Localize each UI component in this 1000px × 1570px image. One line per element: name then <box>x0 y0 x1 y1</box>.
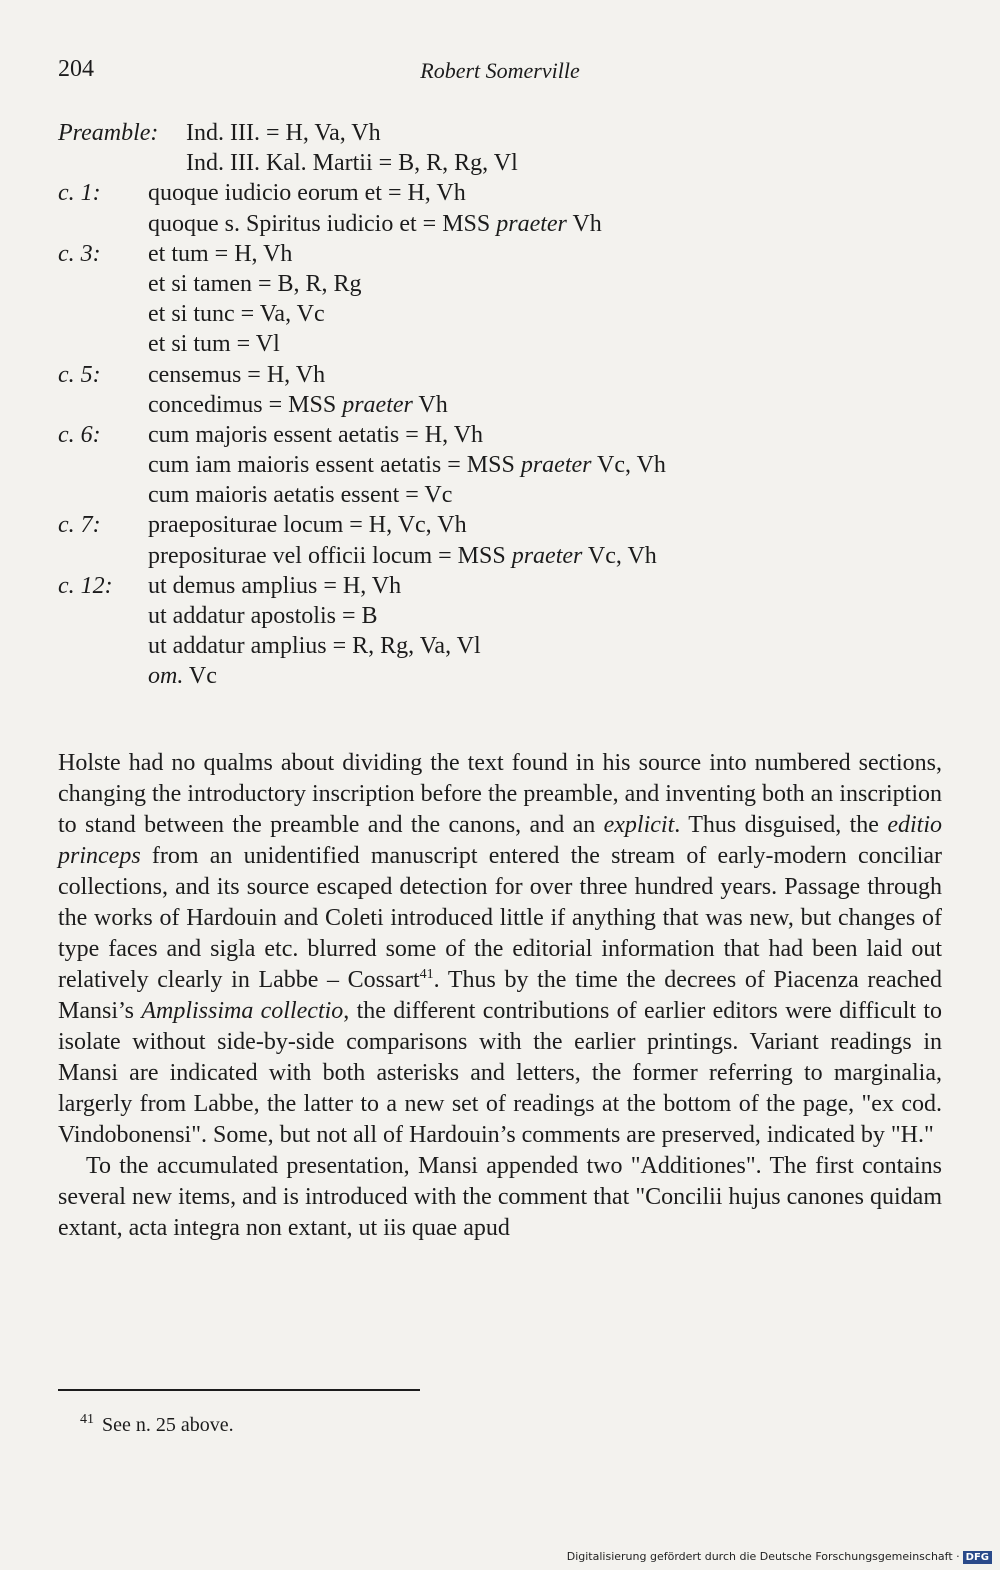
running-head: Robert Somerville <box>420 58 580 83</box>
variant-readings-list <box>58 118 942 692</box>
section-label: c. 12: <box>58 572 113 599</box>
variant-text: quoque s. Spiritus iudicio et = MSS praeter Vh <box>148 210 602 237</box>
variant-text: ut addatur apostolis = B <box>148 603 378 629</box>
variant-row <box>58 661 942 691</box>
paragraph: Holste had no qualms about dividing the text found in his source into numbered sections, changing the introductory inscription before the preamble, and inventing both an inscription to stand between the preamble and the canons, and an explicit. Thus disguised, the editio princeps from an unidentified manuscript entered the stream of early-modern conciliar collections, and its source escaped detection for over three hundred years. Passage through the works of Hardouin and Coleti introduced little if anything that was new, but changes of type faces and sigla etc. blurred some of the editorial information that had been laid out relatively clearly in Labbe – Cossart$^{41}$. Thus by the time the decrees of Piacenza reached Mansi’s Amplissima collectio, the different contributions of earlier editors were difficult to isolate without side-by-side comparisons with the earlier printings. Variant readings in Mansi are indicated with both asterisks and letters, the former referring to marginalia, largerly from Labbe, the latter to a new set of readings at the bottom of the page, "ex cod. Vindobonensi". Some, but not all of Hardouin’s comments are preserved, indicated by "H." <box>58 750 943 1148</box>
variant-text: ut demus amplius = H, Vh <box>148 572 402 599</box>
variant-text: ut addatur amplius = R, Rg, Va, Vl <box>148 633 481 660</box>
section-label: c. 7: <box>58 512 101 539</box>
footnote <box>80 1412 234 1437</box>
variant-row <box>58 420 942 450</box>
variant-row <box>58 360 942 390</box>
variant-text: om. Vc <box>148 663 217 690</box>
variant-text: prepositurae vel officii locum = MSS praeter Vc, Vh <box>148 542 657 569</box>
variant-row <box>58 209 942 239</box>
variant-row <box>58 480 942 510</box>
variant-row <box>58 239 942 269</box>
variant-text: cum maioris aetatis essent = Vc <box>148 482 453 509</box>
variant-text: praepositurae locum = H, Vc, Vh <box>148 512 467 539</box>
page-number: 204 <box>58 56 94 82</box>
variant-row <box>58 178 942 208</box>
footnote-reference: 41 <box>419 967 434 982</box>
variant-row <box>58 571 942 601</box>
variant-text: concedimus = MSS praeter Vh <box>148 391 448 418</box>
variant-row <box>58 450 942 480</box>
credit-text: Digitalisierung gefördert durch die Deutsche Forschungsgemeinschaft · <box>566 1550 960 1563</box>
section-label: c. 1: <box>58 180 101 207</box>
footnote-divider <box>58 1389 420 1391</box>
variant-text: Ind. III. = H, Va, Vh <box>186 120 381 146</box>
variant-text: cum majoris essent aetatis = H, Vh <box>148 421 484 448</box>
paragraph: To the accumulated presentation, Mansi appended two "Additiones". The first contains several new items, and is introduced with the comment that "Concilii hujus canones quidam extant, acta integra non extant, ut iis quae apud <box>58 1153 942 1241</box>
variant-text: quoque iudicio eorum et = H, Vh <box>148 180 466 207</box>
variant-row <box>58 601 942 631</box>
variant-row <box>58 541 942 571</box>
footnote-number: 41 <box>80 1412 94 1427</box>
variant-row <box>58 118 942 148</box>
variant-row <box>58 299 942 329</box>
section-label: Preamble: <box>58 120 159 146</box>
variant-row <box>58 329 942 359</box>
variant-row <box>58 269 942 299</box>
variant-row <box>58 390 942 420</box>
page-header <box>58 56 942 90</box>
body-text <box>58 748 942 1244</box>
variant-text: et tum = H, Vh <box>148 240 293 267</box>
dfg-logo-icon: DFG <box>963 1551 992 1564</box>
variant-row <box>58 510 942 540</box>
variant-text: Ind. III. Kal. Martii = B, R, Rg, Vl <box>186 150 518 177</box>
variant-text: censemus = H, Vh <box>148 361 326 388</box>
variant-text: cum iam maioris essent aetatis = MSS praeter Vc, Vh <box>148 452 666 479</box>
variant-row <box>58 148 942 178</box>
section-label: c. 6: <box>58 421 101 448</box>
variant-text: et si tum = Vl <box>148 331 280 358</box>
variant-row <box>58 631 942 661</box>
variant-text: et si tamen = B, R, Rg <box>148 270 362 297</box>
section-label: c. 3: <box>58 240 101 267</box>
footnote-text: See n. 25 above. <box>102 1414 234 1436</box>
digitization-credit <box>567 1550 992 1564</box>
section-label: c. 5: <box>58 361 101 388</box>
variant-text: et si tunc = Va, Vc <box>148 301 325 328</box>
